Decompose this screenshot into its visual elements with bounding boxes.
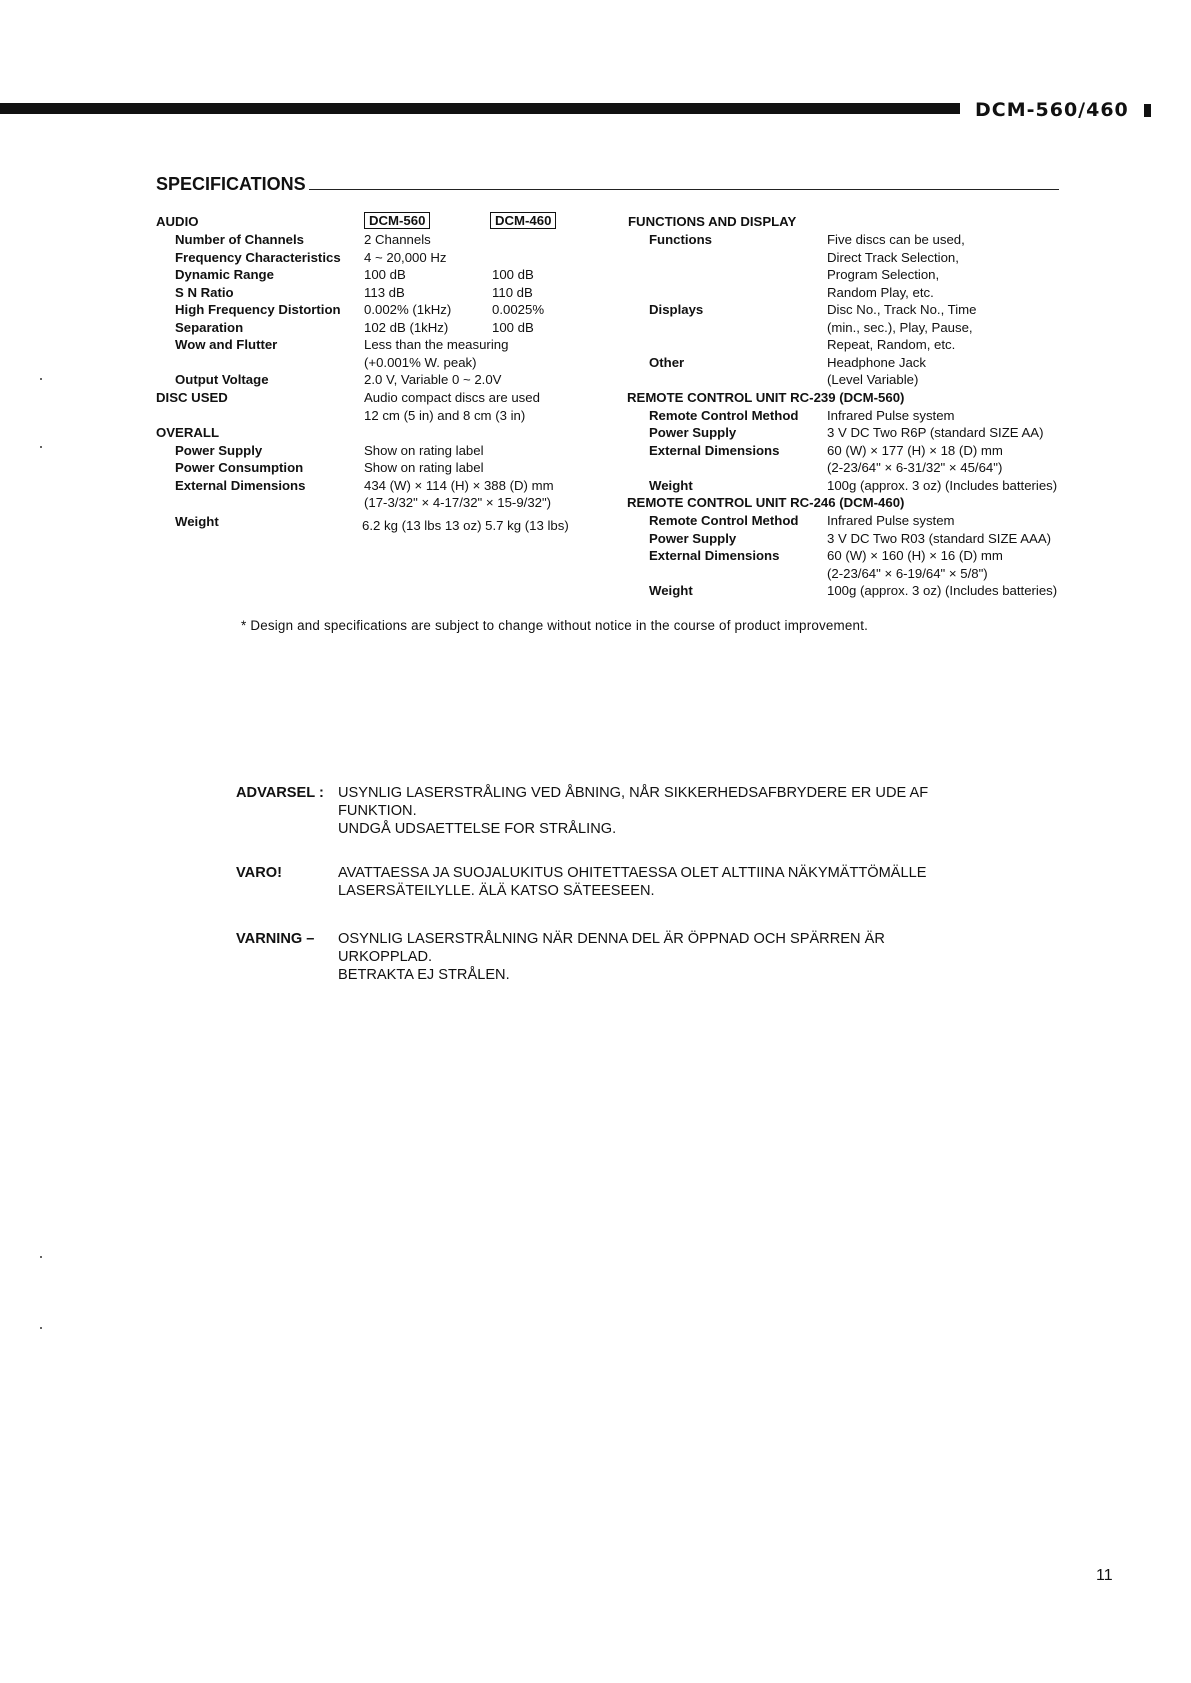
spec-value: 100g (approx. 3 oz) (Includes batteries) (827, 583, 1058, 598)
spec-value-b: 0.0025% (492, 302, 545, 317)
spec-label: Functions (649, 232, 713, 247)
spec-value-a: 0.002% (1kHz) (364, 302, 452, 317)
spec-value: 3 V DC Two R6P (standard SIZE AA) (827, 425, 1044, 440)
spec-value-b: 100 dB (492, 320, 534, 335)
spec-label: Power Supply (649, 531, 737, 546)
remote2-heading: REMOTE CONTROL UNIT RC-246 (DCM-460) (627, 495, 905, 510)
spec-value-a: 100 dB (364, 267, 406, 282)
warning-label-advarsel: ADVARSEL : (236, 785, 324, 801)
warning-line: UNDGÅ UDSAETTELSE FOR STRÅLING. (338, 821, 617, 837)
spec-value-cont: (+0.001% W. peak) (364, 355, 477, 370)
spec-value-a: Show on rating label (364, 443, 484, 458)
spec-label: Weight (649, 583, 693, 598)
spec-value: (Level Variable) (827, 372, 919, 387)
disc-heading: DISC USED (156, 390, 228, 405)
spec-value: Random Play, etc. (827, 285, 934, 300)
spec-value-cont: (2-23/64" × 6-31/32" × 45/64") (827, 460, 1003, 475)
warning-line: FUNKTION. (338, 803, 417, 819)
spec-label: Displays (649, 302, 704, 317)
warning-line: USYNLIG LASERSTRÅLING VED ÅBNING, NÅR SIKKERHEDSAFBRYDERE ER UDE AF (338, 785, 929, 801)
spec-value: 3 V DC Two R03 (standard SIZE AAA) (827, 531, 1052, 546)
scan-speck (40, 378, 42, 380)
scan-speck (40, 446, 42, 448)
spec-value-a: 6.2 kg (13 lbs 13 oz) 5.7 kg (13 lbs) (362, 518, 569, 533)
spec-value: Disc No., Track No., Time (827, 302, 977, 317)
spec-label: Number of Channels (175, 232, 304, 247)
spec-value: Infrared Pulse system (827, 408, 955, 423)
spec-value-b: 110 dB (492, 285, 533, 300)
model-a-box: DCM-560 (364, 213, 430, 228)
warning-line: AVATTAESSA JA SUOJALUKITUS OHITETTAESSA OLET ALTTIINA NÄKYMÄTTÖMÄLLE (338, 865, 927, 881)
warning-line: OSYNLIG LASERSTRÅLNING NÄR DENNA DEL ÄR ÖPPNAD OCH SPÄRREN ÄR (338, 931, 885, 947)
spec-label: S N Ratio (175, 285, 234, 300)
spec-label: External Dimensions (175, 478, 306, 493)
spec-value: Repeat, Random, etc. (827, 337, 956, 352)
spec-label: Other (649, 355, 685, 370)
warning-line: LASERSÄTEILYLLE. ÄLÄ KATSO SÄTEESEEN. (338, 883, 655, 899)
warning-line: URKOPPLAD. (338, 949, 433, 965)
audio-heading: AUDIO (156, 214, 199, 229)
spec-label: Power Supply (175, 443, 263, 458)
disc-line: 12 cm (5 in) and 8 cm (3 in) (364, 408, 526, 423)
spec-value-b: 100 dB (492, 267, 534, 282)
spec-label: Remote Control Method (649, 408, 799, 423)
spec-value-a: 2 Channels (364, 232, 431, 247)
spec-label: High Frequency Distortion (175, 302, 341, 317)
spec-label: Power Supply (649, 425, 737, 440)
spec-label: Wow and Flutter (175, 337, 278, 352)
spec-value-a: 113 dB (364, 285, 405, 300)
scan-speck (40, 1256, 42, 1258)
spec-value: (min., sec.), Play, Pause, (827, 320, 973, 335)
spec-value-a: 2.0 V, Variable 0 ~ 2.0V (364, 372, 502, 387)
spec-label: External Dimensions (649, 548, 780, 563)
header-end-mark (1144, 104, 1151, 117)
model-header: DCM-560/460 (975, 99, 1129, 121)
spec-value: Program Selection, (827, 267, 940, 282)
spec-value: Headphone Jack (827, 355, 926, 370)
spec-label: Separation (175, 320, 244, 335)
spec-label: Output Voltage (175, 372, 269, 387)
warning-line: BETRAKTA EJ STRÅLEN. (338, 967, 510, 983)
scan-speck (40, 1327, 42, 1329)
spec-value: 60 (W) × 160 (H) × 16 (D) mm (827, 548, 1003, 563)
spec-value: 100g (approx. 3 oz) (Includes batteries) (827, 478, 1058, 493)
remote1-heading: REMOTE CONTROL UNIT RC-239 (DCM-560) (627, 390, 905, 405)
spec-label: Power Consumption (175, 460, 304, 475)
disc-line: Audio compact discs are used (364, 390, 540, 405)
functions-heading: FUNCTIONS AND DISPLAY (628, 214, 797, 229)
overall-heading: OVERALL (156, 425, 220, 440)
footnote: * Design and specifications are subject to change without notice in the course of product improvement. (241, 618, 869, 633)
spec-label: External Dimensions (649, 443, 780, 458)
spec-value-a: 102 dB (1kHz) (364, 320, 449, 335)
spec-value: Five discs can be used, (827, 232, 965, 247)
header-bar (0, 103, 960, 114)
warning-label-varning: VARNING – (236, 931, 315, 947)
spec-label: Weight (649, 478, 693, 493)
spec-value-a: 4 ~ 20,000 Hz (364, 250, 447, 265)
spec-value: 60 (W) × 177 (H) × 18 (D) mm (827, 443, 1003, 458)
warning-label-varo: VARO! (236, 865, 282, 881)
title-rule (309, 189, 1059, 190)
page-title: SPECIFICATIONS (156, 174, 306, 194)
spec-label: Remote Control Method (649, 513, 799, 528)
model-b-box: DCM-460 (490, 213, 556, 228)
page-number: 11 (1096, 1567, 1113, 1584)
spec-value: Direct Track Selection, (827, 250, 959, 265)
spec-value: Infrared Pulse system (827, 513, 955, 528)
spec-value-cont: (17-3/32" × 4-17/32" × 15-9/32") (364, 495, 552, 510)
spec-label: Weight (175, 514, 219, 529)
spec-value-cont: (2-23/64" × 6-19/64" × 5/8") (827, 566, 988, 581)
spec-label: Dynamic Range (175, 267, 274, 282)
spec-value-a: 434 (W) × 114 (H) × 388 (D) mm (364, 478, 554, 493)
spec-value-a: Show on rating label (364, 460, 484, 475)
spec-value-a: Less than the measuring (364, 337, 509, 352)
spec-label: Frequency Characteristics (175, 250, 341, 265)
